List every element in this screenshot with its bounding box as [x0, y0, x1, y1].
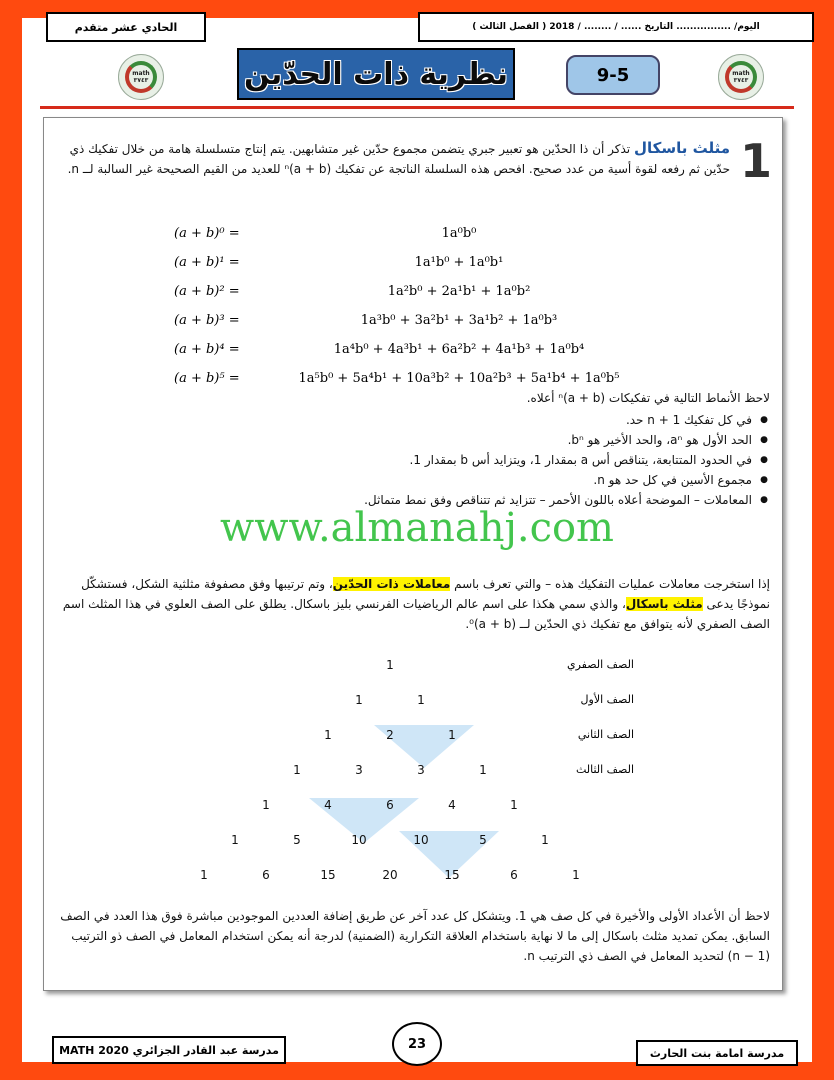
- date-box: [418, 12, 814, 42]
- expansion-rhs: 1a⁵b⁰ + 5a⁴b¹ + 10a³b² + 10a²b³ + 5a¹b⁴ + 1a⁰b⁵: [298, 371, 620, 386]
- header-divider: [40, 106, 794, 109]
- recursion-paragraph: لاحظ أن الأعداد الأولى والأخيرة في كل صف هي 1. ويتشكل كل عدد آخر عن طريق إضافة العددين الموجودين مباشرة فوق هذا العدد في الصف السابق. يمكن تمديد مثلث باسكال إلى ما لا نهاية باستخدام العلاقة التكرارية (الضمنية) لدرجة أنه يمكن استخدام المعامل في الصف ذو الترتيب (n − 1) لتحديد المعامل في الصف ذي الترتيب n.: [60, 909, 770, 963]
- triangle-number: 1: [355, 693, 363, 707]
- math-logo-left: [118, 54, 164, 100]
- expansion-rhs: 1a¹b⁰ + 1a⁰b¹: [414, 255, 504, 270]
- para-text: ، والذي سمي هكذا على اسم عالم الرياضيات الفرنسي بليز باسكال. يطلق على الصف العلوي في هذا المثلث اسم الصف الصفري لأنه يتوافق مع تفكيك ذي الحدّين لــ (a + b)⁰.: [62, 597, 770, 631]
- triangle-number: 1: [572, 868, 580, 882]
- triangle-number: 1: [541, 833, 549, 847]
- triangle-number: 3: [417, 763, 425, 777]
- expansion-rhs: 1a²b⁰ + 2a¹b¹ + 1a⁰b²: [387, 284, 531, 299]
- lesson-number-badge: [566, 55, 660, 95]
- triangle-number: 4: [324, 798, 332, 812]
- triangle-number: 10: [413, 833, 429, 847]
- watermark: www.almanahj.com: [219, 505, 614, 551]
- row-label: الصف الثالث: [575, 763, 634, 776]
- para-text: ، وتم ترتيبها وفق مصفوفة مثلثية الشكل، فستشكّل نموذجًا يدعى: [81, 577, 770, 611]
- para-text: إذا استخرجت معاملات عمليات التفكيك هذه – والتي تعرف باسم: [450, 577, 770, 591]
- footer-left-box: [52, 1036, 286, 1064]
- footer-left: MATH 2020 مدرسة عبد القادر الجزائري: [59, 1043, 279, 1057]
- lesson-content: [43, 117, 783, 991]
- expansion-rhs: 1a⁰b⁰: [441, 226, 477, 241]
- intro-text: تذكر أن ذا الحدّين هو تعبير جبري يتضمن مجموع حدّين غير متشابهين. يتم إنتاج متسلسلة هامة من خلال تفكيك ذي حدّين ثم رفعه لقوة أسية من عدد صحيح. افحص هذه السلسلة الناتجة عن تفكيك (a + b)ⁿ للعديد من القيم الصحيحة غير السالبة لــ n.: [67, 142, 730, 176]
- triangle-number: 1: [510, 798, 518, 812]
- triangle-number: 5: [479, 833, 487, 847]
- triangle-number: 10: [351, 833, 367, 847]
- logo-text-right: math ٣٧٤٣: [732, 70, 750, 84]
- lesson-number: 9-5: [596, 64, 630, 86]
- triangle-number: 5: [293, 833, 301, 847]
- triangle-number: 20: [382, 868, 398, 882]
- triangle-number: 6: [386, 798, 394, 812]
- highlight-pascal-triangle: مثلث باسكال: [625, 597, 703, 611]
- expansion-rhs: 1a⁴b⁰ + 4a³b¹ + 6a²b² + 4a¹b³ + 1a⁰b⁴: [333, 342, 585, 357]
- row-label: الصف الأول: [580, 693, 634, 706]
- row-label: الصف الثاني: [577, 728, 634, 741]
- triangle-number: 6: [510, 868, 518, 882]
- triangle-number: 1: [324, 728, 332, 742]
- grade-box: [46, 12, 206, 42]
- grade-label: الحادي عشر متقدم: [74, 20, 178, 34]
- bullet-item: ● في كل تفكيك n + 1 حد.: [58, 410, 768, 430]
- triangle-number: 1: [479, 763, 487, 777]
- highlight-binomial-coefficients: معاملات ذات الحدّين: [332, 577, 451, 591]
- triangle-number: 1: [200, 868, 208, 882]
- triangle-highlights: [44, 118, 782, 990]
- section-number: 1: [739, 134, 772, 188]
- triangle-number: 15: [320, 868, 336, 882]
- title-banner: [237, 48, 515, 100]
- bullet-item: ● في الحدود المتتابعة، يتناقص أس a بمقدار 1، ويتزايد أس b بمقدار 1.: [58, 450, 768, 470]
- observe-text: لاحظ الأنماط التالية في تفكيكات (a + b)ⁿ أعلاه.: [526, 391, 770, 405]
- triangle-number: 3: [355, 763, 363, 777]
- section-heading: مثلث باسكال: [633, 139, 730, 157]
- triangle-number: 6: [262, 868, 270, 882]
- triangle-number: 1: [448, 728, 456, 742]
- bullet-item: ● مجموع الأسين في كل حد هو n.: [58, 470, 768, 490]
- expansion-rhs: 1a³b⁰ + 3a²b¹ + 3a¹b² + 1a⁰b³: [360, 313, 558, 328]
- triangle-number: 1: [417, 693, 425, 707]
- math-logo-right: [718, 54, 764, 100]
- triangle-number: 15: [444, 868, 460, 882]
- footer-right: مدرسة امامة بنت الحارث: [649, 1046, 785, 1060]
- triangle-number: 2: [386, 728, 394, 742]
- bullet-item: ● المعاملات – الموضحة أعلاه باللون الأحمر – تتزايد ثم تتناقص وفق نمط متماثل.: [58, 490, 768, 510]
- expansion-lhs: (a + b)⁴ =: [174, 342, 240, 357]
- triangle-number: 1: [293, 763, 301, 777]
- page-title: نظرية ذات الحدّين: [243, 56, 509, 92]
- expansion-lhs: (a + b)¹ =: [174, 255, 240, 270]
- triangle-number: 1: [231, 833, 239, 847]
- triangle-number: 1: [386, 658, 394, 672]
- expansion-lhs: (a + b)⁰ =: [174, 226, 240, 241]
- triangle-number: 4: [448, 798, 456, 812]
- expansion-lhs: (a + b)² =: [174, 284, 240, 299]
- expansion-lhs: (a + b)⁵ =: [174, 371, 240, 386]
- date-label: اليوم/ ................ التاريخ ...... / ........ / 2018 ( الفصل الثالث ): [472, 22, 760, 32]
- logo-text: math ٣٧٤٣: [132, 70, 150, 84]
- footer-right-box: [636, 1040, 798, 1066]
- bullet-item: ● الحد الأول هو aⁿ، والحد الأخير هو bⁿ.: [58, 430, 768, 450]
- triangle-number: 1: [262, 798, 270, 812]
- row-label: الصف الصفري: [566, 658, 634, 671]
- page-number: 23: [392, 1022, 442, 1066]
- expansion-lhs: (a + b)³ =: [174, 313, 240, 328]
